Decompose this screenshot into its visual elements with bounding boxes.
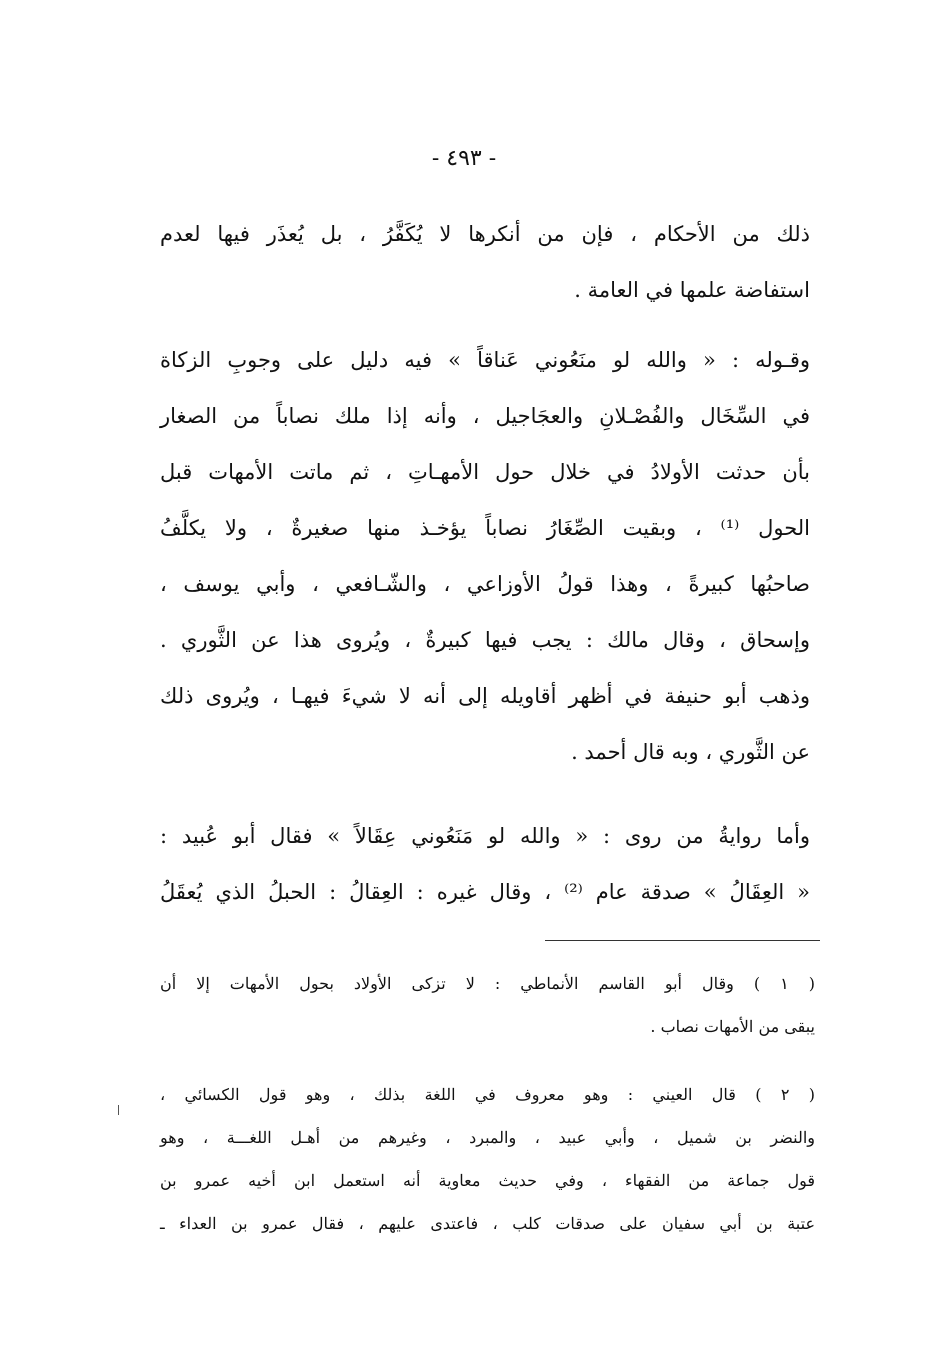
footnote-separator	[545, 940, 820, 941]
footnote	[160, 962, 815, 1048]
scan-mark	[118, 1105, 119, 1115]
paragraph	[160, 206, 810, 318]
footnote-line: والنضر بن شميل ، وأبي عبيد ، والمبرد ، وغيرهم من أهـل اللغـــة ، وهو	[160, 1128, 815, 1147]
footnote-line: قول جماعة من الفقهاء ، وفي حديث معاوية أنه استعمل ابن أخيه عمرو بن	[160, 1171, 815, 1190]
text-line: بأن حدثت الأولادُ في خلال حول الأمهـاتِ ، ثم ماتت الأمهات قبل	[160, 460, 810, 484]
text-line: « العِقَالُ » صدقة عام ⁽²⁾ ، وقال غيره : العِقالُ : الحبلُ الذي يُعقَلُ	[160, 880, 810, 904]
paragraph	[160, 332, 810, 780]
text-line: وإسحاق ، وقال مالك : يجب فيها كبيرةٌ ، ويُروى هذا عن الثَّوري .	[160, 628, 810, 652]
footnote-line: ( ١ ) وقال أبو القاسم الأنماطي : لا تزكى الأولاد بحول الأمهات إلا أن	[160, 974, 816, 993]
text-line: وذهب أبو حنيفة في أظهر أقاويله إلى أنه لا شيءَ فيهـا ، ويُروى ذلك	[160, 684, 810, 708]
text-line: ذلك من الأحكام ، فإن من أنكرها لا يُكَفَّرُ ، بل يُعذَر فيها لعدم	[160, 222, 810, 246]
footnote	[160, 1073, 815, 1245]
text-line: استفاضة علمها في العامة .	[574, 278, 810, 302]
text-line: وأما روايةُ من روى : « والله لو مَنَعُوني عِقَالاً » فقال أبو عُبيد :	[160, 824, 810, 848]
footnote-line: يبقى من الأمهات نصاب .	[650, 1017, 815, 1036]
text-line: عن الثَّوري ، وبه قال أحمد .	[571, 740, 810, 764]
text-line: الحول ⁽¹⁾ ، وبقيت الصِّغَارُ نصاباً يؤخـذ منها صغيرةٌ ، ولا يكلَّفُ	[160, 516, 810, 540]
page-number: - ٤٩٣ -	[431, 146, 497, 171]
paragraph	[160, 808, 810, 920]
text-line: صاحبُها كبيرةً ، وهذا قولُ الأوزاعي ، والشّـافعي ، وأبي يوسف ،	[160, 572, 810, 596]
footnote-line: عتبة بن أبي سفيان على صدقات كلب ، فاعتدى عليهم ، فقال عمرو بن العداء ـ	[160, 1214, 815, 1233]
text-line: في السِّخَال والفُصْـلانِ والعجَاجيل ، وأنه إذا ملك نصاباً من الصغار	[160, 404, 810, 428]
text-line: وقـوله : « والله لو منَعُوني عَناقاً » فيه دليل على وجوبِ الزكاة	[160, 348, 810, 372]
footnote-line: ( ٢ ) قال العيني : وهو معروف في اللغة بذلك ، وهو قول الكسائي ،	[160, 1085, 816, 1104]
